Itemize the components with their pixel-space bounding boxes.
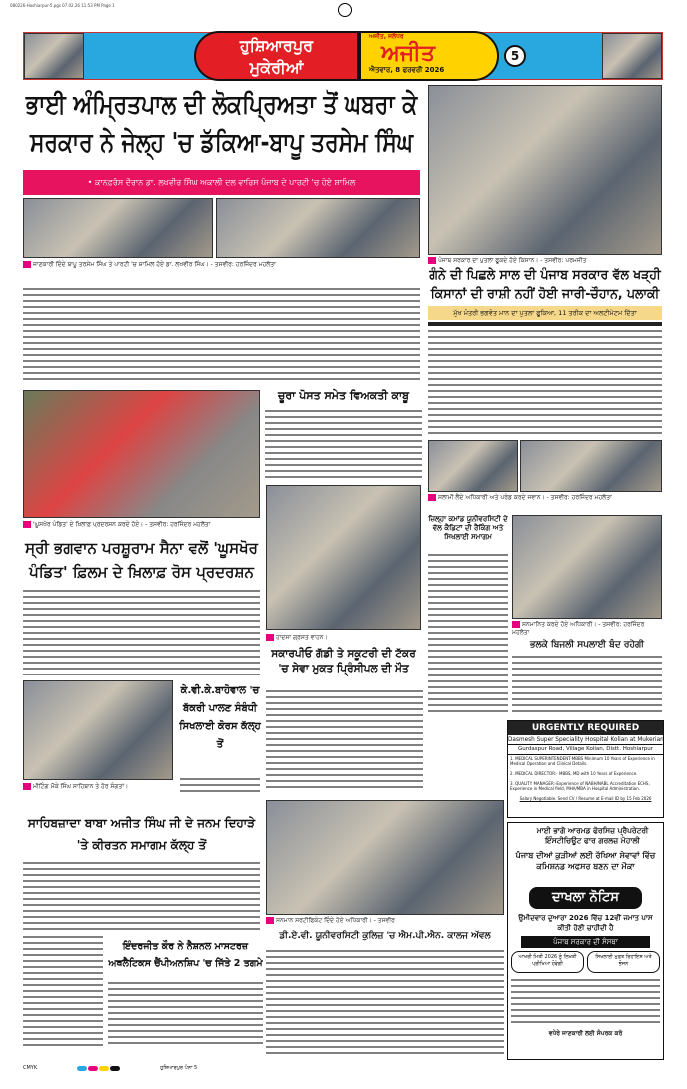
farmers-photo: [428, 85, 662, 255]
lead-photo-1: [23, 198, 213, 258]
parade-photo-2: [520, 440, 662, 492]
paper-name: ਅਜੀਤ: [381, 41, 435, 66]
paper-block: [359, 31, 499, 81]
parshuram-headline: ਸ੍ਰੀ ਭਗਵਾਨ ਪਰਸ਼ੂਰਾਮ ਸੈਨਾ ਵਲੋਂ 'ਘੂਸਖੋਰ ਪੰਡਿਤ' ਫ਼ਿਲਮ ਦੇ ਖ਼ਿਲਾਫ਼ ਰੋਸ ਪ੍ਰਦਰਸ਼ਨ: [25, 539, 258, 581]
ad2-footer: ਵਧੇਰੇ ਜਾਣਕਾਰੀ ਲਈ ਸੰਪਰਕ ਕਰੋ: [548, 1030, 623, 1037]
ad2-eligibility: ਉਮੀਦਵਾਰ ਦੁਆਰਾ 2026 ਵਿੱਚ 12ਵੀਂ ਜਮਾਤ ਪਾਸ ਕੀਤੀ ਹੋਣੀ ਚਾਹੀਦੀ ਹੈ: [518, 914, 653, 932]
ad2-box1: ਆਖਰੀ ਮਿਤੀ 2026 ਨੂੰ ਲਿਖਤੀ ਪ੍ਰੀਖਿਆ ਹੋਵੇਗੀ: [511, 951, 584, 973]
inderjit-body-text: [108, 982, 263, 1047]
ad-urgently-required: [507, 720, 664, 818]
edition-block: [194, 31, 359, 81]
poppy-headline: ਚੂਰਾ ਪੋਸਤ ਸਮੇਤ ਵਿਅਕਤੀ ਕਾਬੂ: [277, 389, 409, 402]
ad1-item: 3. QUALITY MANAGER:-Experience of NABH/NABL Accreditation ECHS, Experience in Medical field, MHA/MBA in Hospital Administration.: [510, 781, 650, 791]
sahibzada-body-text-2: [23, 936, 103, 1047]
footer-color-bar: [23, 1064, 663, 1072]
university-caption: ਸਨਮਾਨ ਸਰਟੀਫਿਕੇਟ ਦਿੰਦੇ ਹੋਏ ਅਧਿਕਾਰੀ। - ਤਸਵੀਰ: [266, 917, 504, 926]
parshuram-photo: [23, 390, 260, 518]
ad2-notice: ਦਾਖਲਾ ਨੋਟਿਸ: [529, 887, 642, 909]
parade-caption: ਸਲਾਮੀ ਲੈਂਦੇ ਅਧਿਕਾਰੀ ਅਤੇ ਪਰੇਡ ਕਰਦੇ ਜਵਾਨ। - ਤਸਵੀਰ: ਹਰਜਿੰਦਰ ਮਹਲੋਤਾ: [428, 494, 662, 511]
divider: [428, 322, 662, 326]
kvk-headline: ਕੇ.ਵੀ.ਕੇ.ਬਾਹੋਵਾਲ 'ਚ ਬੱਕਰੀ ਪਾਲਣ ਸੰਬੰਧੀ ਸਿਖਲਾਈ ਕੋਰਸ ਕੱਲ੍ਹ ਤੋਂ: [179, 685, 261, 750]
farmers-headline: ਗੰਨੇ ਦੀ ਪਿਛਲੇ ਸਾਲ ਦੀ ਪੰਜਾਬ ਸਰਕਾਰ ਵੱਲ ਖੜ੍ਹੀ ਕਿਸਾਨਾਂ ਦੀ ਰਾਸ਼ੀ ਨਹੀਂ ਹੋਈ ਜਾਰੀ-ਚੌਹਾਨ, ਪਲਾਕੀ: [429, 268, 661, 302]
parade-photo-1: [428, 440, 518, 492]
page-number: 5: [504, 45, 526, 67]
accident-caption: ਹਾਦਸਾ ਗ੍ਰਸਤ ਵਾਹਨ।: [266, 634, 421, 643]
lead-caption: ਜਾਣਕਾਰੀ ਦਿੰਦੇ ਬਾਪੂ ਤਰਸੇਮ ਸਿੰਘ ਤੇ ਪਾਰਟੀ 'ਚ ਸ਼ਾਮਿਲ ਹੋਏ ਡਾ. ਲਖਵੀਰ ਸਿੰਘ। - ਤਸਵੀਰ: ਹਰਜਿੰਦਰ ਮਹਲੋਤਾ: [23, 261, 420, 278]
ad1-title: URGENTLY REQUIRED: [508, 721, 663, 735]
farmers-body-text: [428, 330, 662, 435]
parshuram-body-text: [23, 590, 260, 675]
masthead: [23, 32, 663, 80]
inderjit-headline: ਇੰਦਰਜੀਤ ਕੌਰ ਨੇ ਨੈਸ਼ਨਲ ਮਾਸਟਰਜ਼ ਅਥਲੈਟਿਕਸ ਚੈਂਪੀਅਨਸ਼ਿਪ 'ਚ ਜਿੱਤੇ 2 ਤਗਮੇ: [108, 941, 263, 969]
masthead-photo-left: [24, 33, 84, 79]
registration-mark: [338, 3, 352, 17]
cmyk-dots: [77, 1066, 120, 1071]
poppy-body-text: [265, 410, 422, 480]
ad-admission-notice: [507, 822, 664, 1060]
edition-line1: ਹੁਸ਼ਿਆਰਪੁਰ: [239, 36, 314, 55]
farmers-subhead: ਮੁੱਖ ਮੰਤਰੀ ਭਗਵੰਤ ਮਾਨ ਦਾ ਪੁਤਲਾ ਫੂਕਿਆ, 11 ਤਰੀਕ ਦਾ ਅਲਟੀਮੇਟਮ ਦਿੱਤਾ: [428, 306, 662, 320]
ad1-item: 2. MEDICAL DIRECTOR:- MBBS, MD with 10 Years of Experience.: [510, 771, 638, 776]
ad2-institute: ਮਾਈ ਭਾਗੋ ਆਰਮਡ ਫੋਰਸਿਜ਼ ਪ੍ਰੈਪਰੇਟਰੀ ਇੰਸਟੀਚਿਊਟ ਫਾਰ ਗਰਲਜ਼ ਮੋਹਾਲੀ: [536, 826, 649, 845]
parade-caption-2: ਸਨਮਾਨਿਤ ਕਰਦੇ ਹੋਏ ਅਧਿਕਾਰੀ। - ਤਸਵੀਰ: ਹਰਜਿੰਦਰ ਮਹਲੋਤਾ: [512, 621, 662, 638]
lead-body-text: [23, 288, 420, 384]
footer-label-cmyk: CMYK: [23, 1065, 38, 1071]
accident-headline: ਸਕਾਰਪੀਓ ਗੱਡੀ ਤੇ ਸਕੂਟਰੀ ਦੀ ਟੱਕਰ 'ਚ ਸੇਵਾ ਮੁਕਤ ਪ੍ਰਿੰਸੀਪਲ ਦੀ ਮੌਤ: [271, 648, 416, 675]
ad1-hospital: Dasmesh Super Speciality Hospital Kolian at Mukerian: [508, 736, 664, 743]
ad2-details: [511, 979, 660, 1025]
lead-subhead: • ਕਾਨਫ਼ਰੰਸ ਦੌਰਾਨ ਡਾ. ਲਖਵੀਰ ਸਿੰਘ ਅਕਾਲੀ ਦਲ ਵਾਰਿਸ ਪੰਜਾਬ ਦੇ ਪਾਰਟੀ 'ਚ ਹੋਏ ਸ਼ਾਮਿਲ: [23, 170, 420, 195]
sahibzada-body-text: [23, 862, 260, 932]
footer-label-page: ਹੁਸ਼ਿਆਰਪੁਰ ਪੰਨਾ 5: [160, 1065, 198, 1071]
ad2-tagline: ਪੰਜਾਬ ਦੀਆਂ ਕੁੜੀਆਂ ਲਈ ਰੱਖਿਆ ਸੇਵਾਵਾਂ ਵਿੱਚ ਕਮਿਸ਼ਨਡ ਅਫਸਰ ਬਣਨ ਦਾ ਮੌਕਾ: [515, 851, 656, 871]
kvk-body-text: [180, 778, 260, 794]
parade-side-headline: ਜ਼ਿਲ੍ਹਾ ਕਮਾਂਡ ਯੂਨੀਵਰਸਿਟੀ ਦੇ ਵੱਲ ਕੈਡਿਟਾਂ ਦੀ ਰੈਂਕਿੰਗ ਅਤੇ ਸਿਖਲਾਈ ਸਮਾਗਮ: [428, 515, 508, 541]
parade-body-text: [428, 554, 508, 712]
ad1-item: 1. MEDICAL SUPERINTENDENT-MBBS Minimum 10 Years of Experience in Medical Operation and Clinical Details.: [510, 756, 655, 766]
lead-photo-2: [216, 198, 420, 258]
print-slug: 080226-Hoshiarpur-5.pgs 07.02.26 11:53 PM Page 1: [10, 3, 115, 8]
parshuram-caption: 'ਘੂਸਖੋਰ ਪੰਡਿਤ' ਦੇ ਖ਼ਿਲਾਫ਼ ਪ੍ਰਦਰਸ਼ਨ ਕਰਦੇ ਹੋਏ। - ਤਸਵੀਰ: ਹਰਜਿੰਦਰ ਮਹਲੋਤਾ: [23, 521, 260, 530]
edition-line2: ਮੁਕੇਰੀਆਂ: [249, 58, 304, 77]
kvk-photo: [23, 680, 173, 780]
ad2-box2: ਸਿਖਲਾਈ ਮੁਫ਼ਤ ਰਿਹਾਇਸ਼ ਅਤੇ ਭੋਜਨ: [587, 951, 660, 973]
university-photo: [266, 800, 504, 915]
university-headline: ਡੀ.ਏ.ਵੀ. ਯੂਨੀਵਰਸਿਟੀ ਕੁਲਿਜ਼ 'ਚ ਐਮ.ਪੀ.ਐਨ. ਕਾਲਜ ਅੱਵਲ: [279, 931, 491, 941]
date: ਐਤਵਾਰ, 8 ਫਰਵਰੀ 2026: [369, 66, 445, 74]
ad2-banner: ਪੰਜਾਬ ਸਰਕਾਰ ਦੀ ਸੰਸਥਾ: [521, 936, 650, 948]
power-cut-headline: ਭਲਕੇ ਬਿਜਲੀ ਸਪਲਾਈ ਬੰਦ ਰਹੇਗੀ: [530, 640, 644, 650]
kvk-caption: ਮੀਟਿੰਗ ਮੌਕੇ ਸਿੰਘ ਸਾਹਿਬਾਨ ਤੇ ਹੋਰ ਸੰਗਤਾਂ।: [23, 783, 173, 792]
masthead-photo-right: [602, 33, 662, 79]
lead-headline: ਭਾਈ ਅੰਮ੍ਰਿਤਪਾਲ ਦੀ ਲੋਕਪ੍ਰਿਅਤਾ ਤੋਂ ਘਬਰਾ ਕੇ ਸਰਕਾਰ ਨੇ ਜੇਲ੍ਹ 'ਚ ਡੱਕਿਆ-ਬਾਪੂ ਤਰਸੇਮ ਸਿੰਘ: [25, 90, 418, 158]
university-body-text: [266, 950, 504, 1055]
ad2-boxes: [511, 951, 660, 973]
accident-body-text: [266, 690, 423, 790]
parade-photo-3: [512, 515, 662, 619]
accident-photo: [266, 485, 421, 630]
ad1-address: Gurdaspur Road, Village Kolian, Distt. Hoshiarpur: [508, 745, 663, 755]
paper-sub: ਅਜੀਤ, ਜਲੰਧਰ: [369, 33, 404, 40]
farmers-caption: ਪੰਜਾਬ ਸਰਕਾਰ ਦਾ ਪੁਤਲਾ ਫੂਕਦੇ ਹੋਏ ਕਿਸਾਨ। - ਤਸਵੀਰ: ਪਰਮਜੀਤ: [428, 257, 662, 266]
sahibzada-headline: ਸਾਹਿਬਜ਼ਾਦਾ ਬਾਬਾ ਅਜੀਤ ਸਿੰਘ ਜੀ ਦੇ ਜਨਮ ਦਿਹਾੜੇ 'ਤੇ ਕੀਰਤਨ ਸਮਾਗਮ ਕੱਲ੍ਹ ਤੋਂ: [27, 816, 256, 852]
power-cut-body-text: [512, 656, 662, 714]
ad1-footer: Salary Negotiable. Send CV / Resume at E-mail ID by 15 Feb 2026: [519, 796, 652, 801]
